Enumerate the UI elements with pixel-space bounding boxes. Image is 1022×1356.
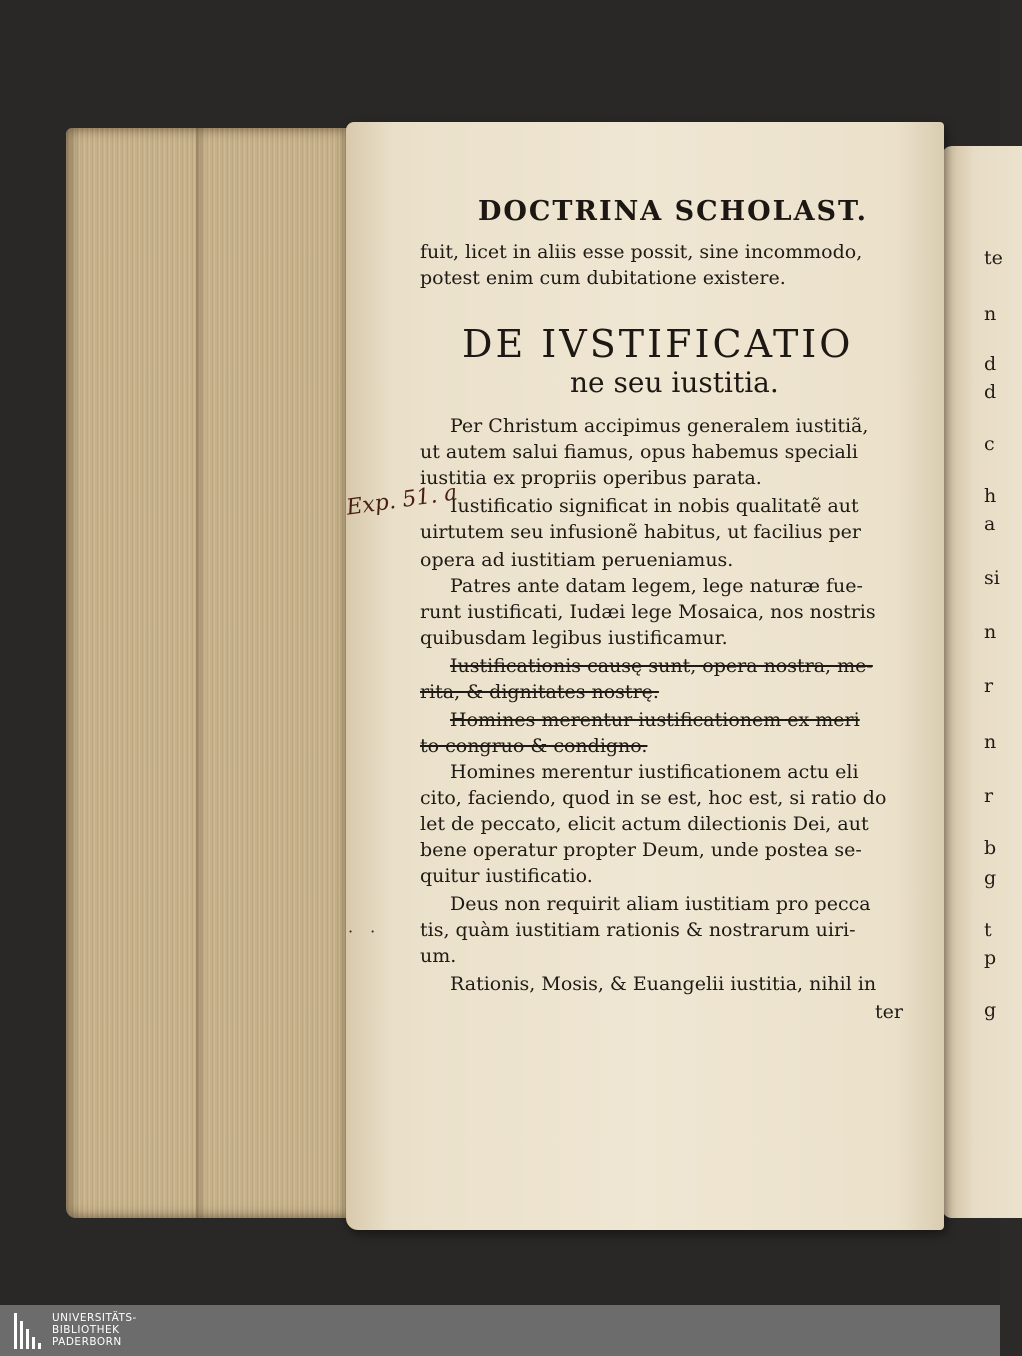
right-fragment: p	[984, 947, 997, 969]
running-head: DOCTRINA SCHOLAST.	[478, 196, 869, 227]
body-line: Homines merentur iustificationem actu eli	[450, 761, 859, 783]
library-logo-icon	[14, 1313, 44, 1349]
intro-line: fuit, licet in aliis esse possit, sine incommodo,	[420, 241, 863, 263]
body-line: Per Christum accipimus generalem iustitiã,	[450, 415, 869, 437]
body-line: Deus non requirit aliam iustitiam pro pecca	[450, 893, 871, 915]
intro-line: potest enim cum dubitatione existere.	[420, 267, 786, 289]
struck-line: Iustificationis causę sunt, opera nostra, me-	[450, 655, 873, 677]
struck-line: Homines merentur iustificationem ex meri	[450, 709, 860, 731]
logo-line: UNIVERSITÄTS-	[52, 1312, 137, 1324]
body-line: Rationis, Mosis, & Euangelii iustitia, nihil in	[450, 973, 877, 995]
right-fragment: d	[984, 353, 997, 375]
right-fragment: r	[984, 785, 994, 807]
body-line: cito, faciendo, quod in se est, hoc est, si ratio do	[420, 787, 887, 809]
struck-line: to congruo & condigno.	[420, 735, 648, 757]
section-heading: DE IVSTIFICATIO	[462, 322, 854, 366]
right-fragment: n	[984, 303, 997, 325]
body-line: bene operatur propter Deum, unde postea se-	[420, 839, 862, 861]
body-line: tis, quàm iustitiam rationis & nostrarum uiri-	[420, 919, 856, 941]
logo-line: PADERBORN	[52, 1336, 122, 1348]
body-line: ut autem salui fiamus, opus habemus speciali	[420, 441, 859, 463]
struck-line: rita, & dignitates nostrę.	[420, 681, 659, 703]
right-fragment: g	[984, 999, 997, 1021]
right-fragment: h	[984, 485, 997, 507]
right-fragment: a	[984, 513, 996, 535]
section-heading-continued: ne seu iustitia.	[570, 366, 779, 399]
right-fragment: si	[984, 567, 1000, 589]
page-edges	[66, 128, 356, 1218]
body-line: Iustificatio significat in nobis qualitatẽ aut	[450, 495, 859, 517]
margin-annotation: Exp. 51. a	[344, 480, 459, 521]
right-fragment: n	[984, 731, 997, 753]
right-fragment: r	[984, 675, 994, 697]
right-fragment: c	[984, 433, 995, 455]
body-line: quitur iustificatio.	[420, 865, 593, 887]
body-line: quibusdam legibus iustificamur.	[420, 627, 728, 649]
body-line: opera ad iustitiam perueniamus.	[420, 549, 734, 571]
right-fragment: d	[984, 381, 997, 403]
catchword: ter	[875, 1001, 903, 1023]
body-line: Patres ante datam legem, lege naturæ fue-	[450, 575, 863, 597]
footer-bar	[0, 1305, 1000, 1356]
right-fragment: g	[984, 867, 997, 889]
right-fragment: te	[984, 247, 1003, 269]
right-fragment: n	[984, 621, 997, 643]
logo-line: BIBLIOTHEK	[52, 1324, 120, 1336]
library-logo-text	[52, 1312, 137, 1348]
right-page	[942, 146, 1022, 1218]
body-line: iustitia ex propriis operibus parata.	[420, 467, 762, 489]
margin-marks: · ·	[348, 922, 382, 941]
right-fragment: b	[984, 837, 997, 859]
right-fragment: t	[984, 919, 992, 941]
body-line: let de peccato, elicit actum dilectionis Dei, aut	[420, 813, 869, 835]
body-line: runt iustificati, Iudæi lege Mosaica, nos nostris	[420, 601, 876, 623]
body-line: um.	[420, 945, 457, 967]
body-line: uirtutem seu infusionẽ habitus, ut facilius per	[420, 521, 862, 543]
